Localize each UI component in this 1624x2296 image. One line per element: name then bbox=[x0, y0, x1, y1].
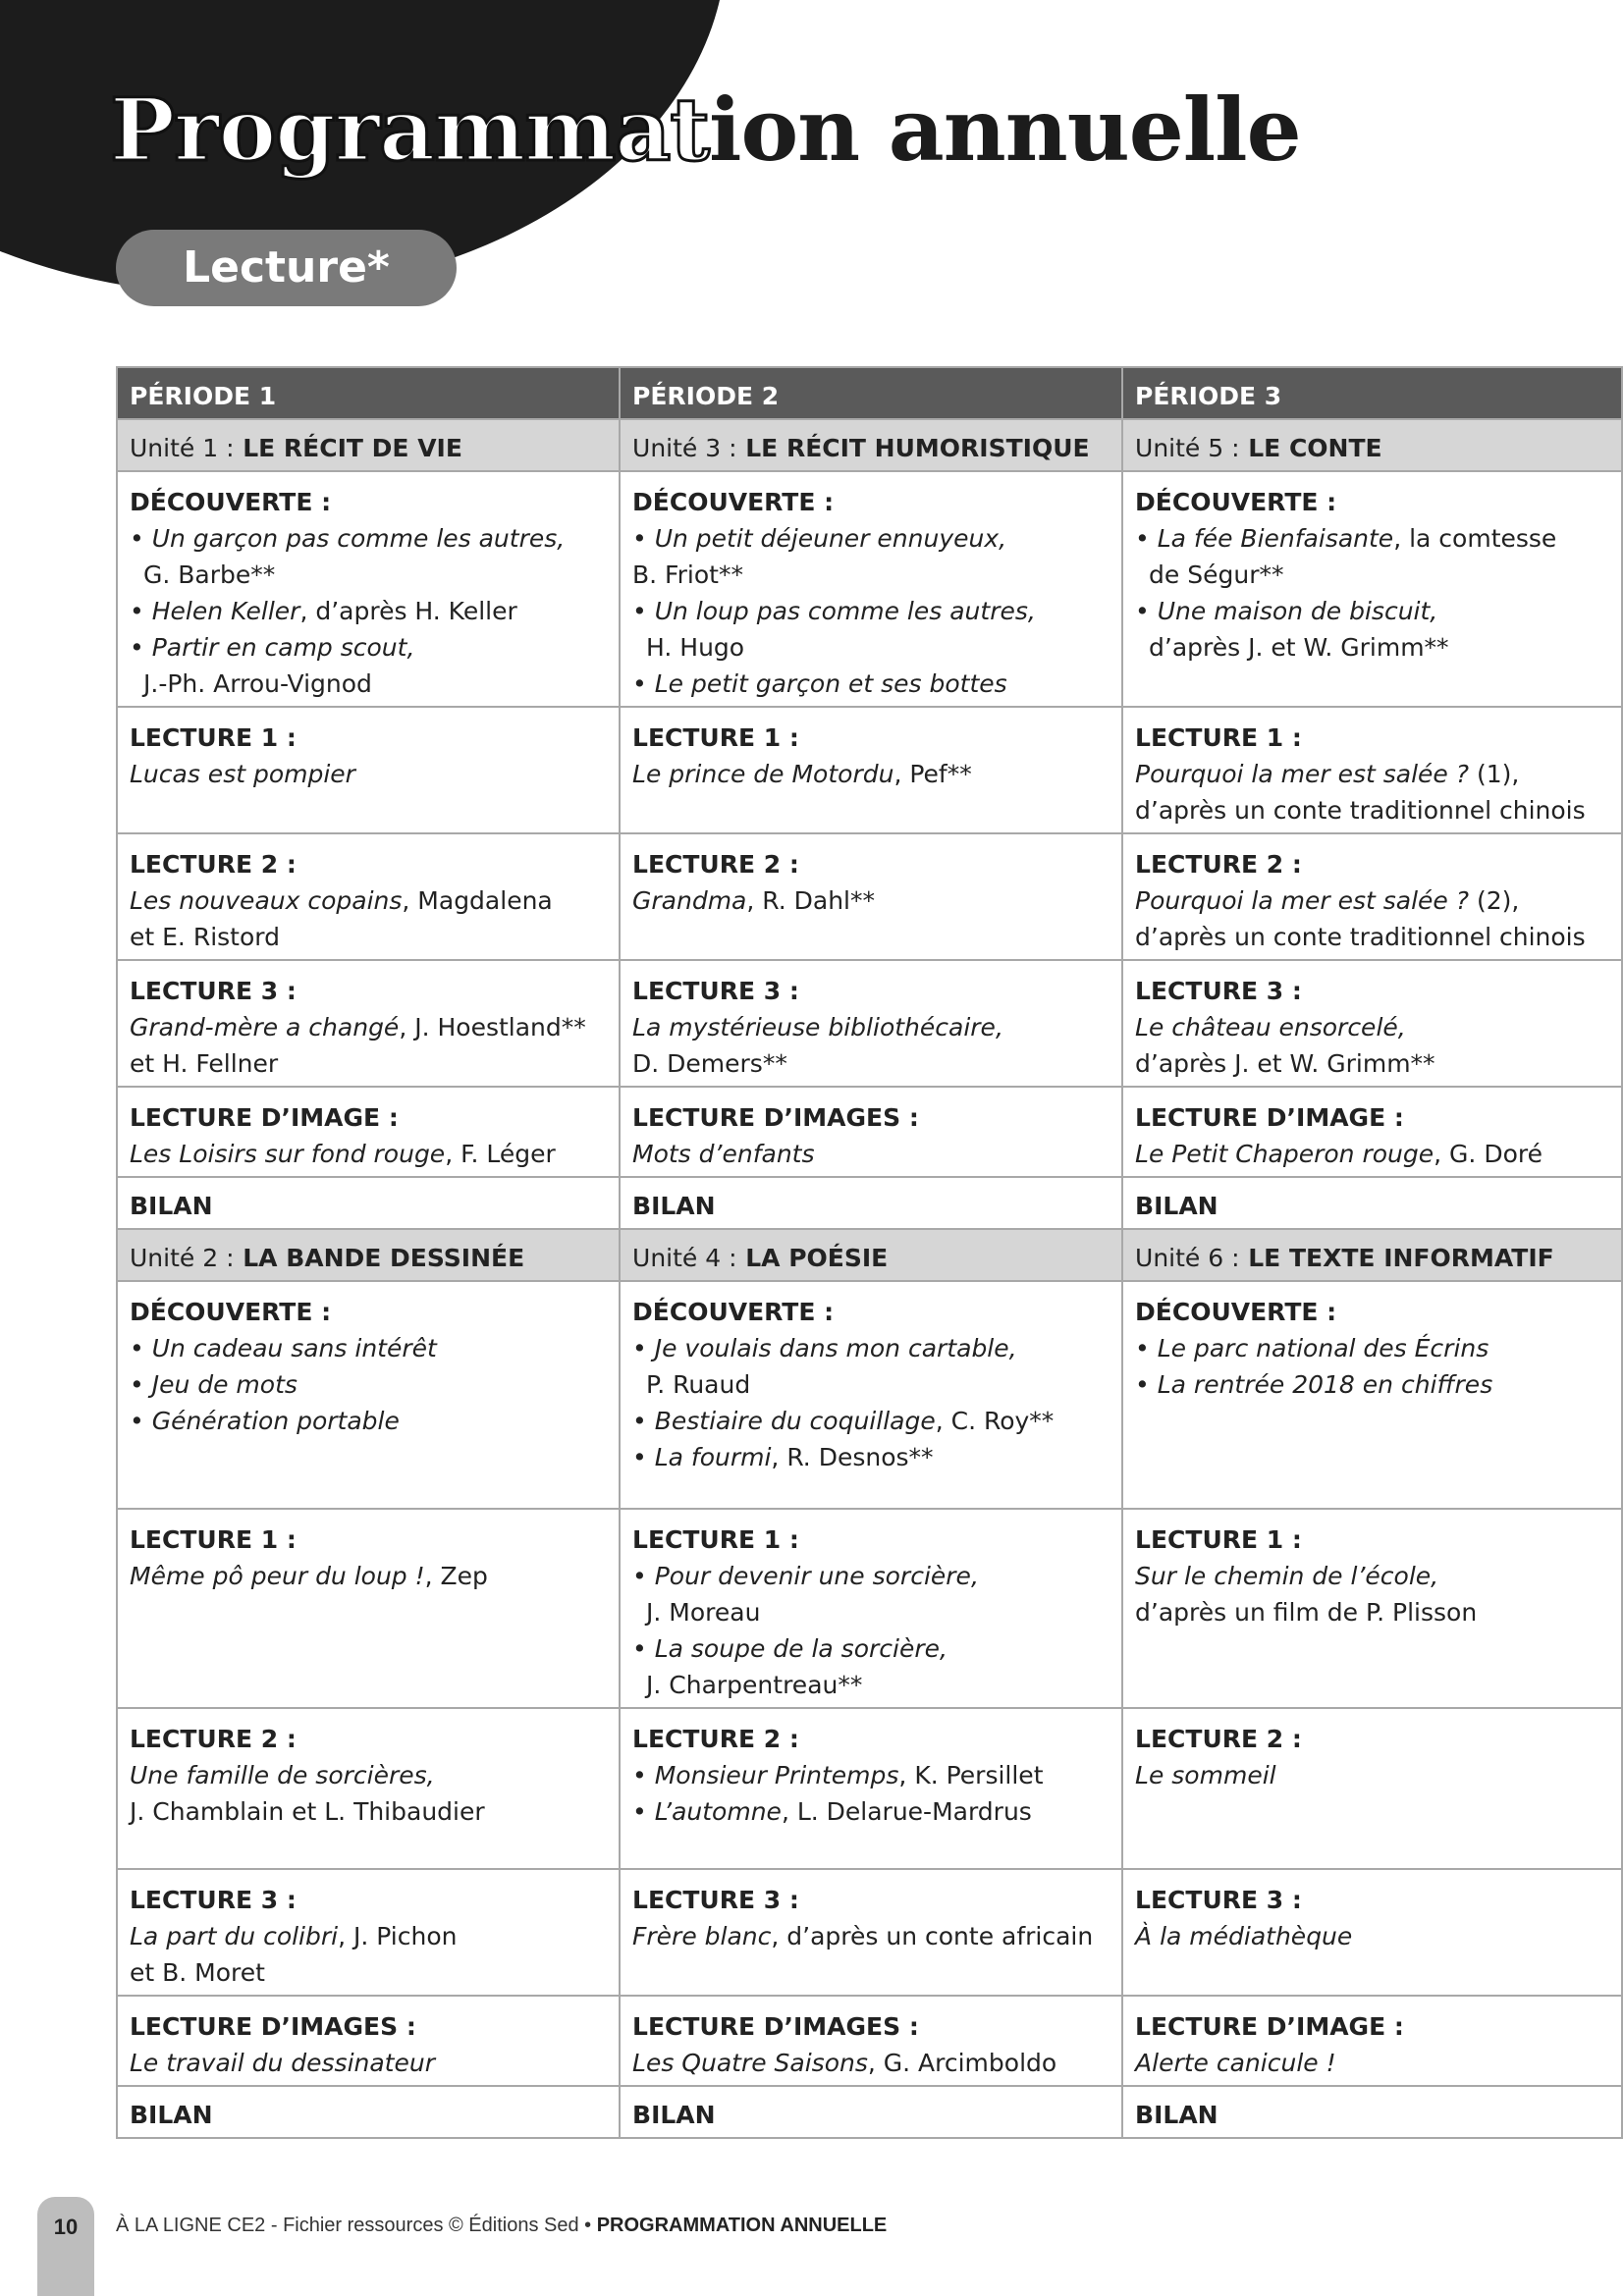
unit-6-header: Unité 6 : LE TEXTE INFORMATIF bbox=[1122, 1229, 1622, 1281]
footer-credits: À LA LIGNE CE2 - Fichier ressources © Éditions Sed • PROGRAMMATION ANNUELLE bbox=[116, 2215, 888, 2236]
unit-3-lecture3: LECTURE 3 : La mystérieuse bibliothécaire, D. Demers** bbox=[620, 960, 1122, 1087]
unit-1-bilan: BILAN bbox=[117, 1177, 620, 1229]
unit-2-decouverte: DÉCOUVERTE : • Un cadeau sans intérêt • Jeu de mots • Génération portable bbox=[117, 1281, 620, 1509]
period-header-row bbox=[117, 367, 1622, 419]
unit-4-lecture2: LECTURE 2 : • Monsieur Printemps, K. Persillet • L’automne, L. Delarue-Mardrus bbox=[620, 1708, 1122, 1869]
unit-row-2 bbox=[117, 1229, 1622, 1281]
lecture3-row-1 bbox=[117, 960, 1622, 1087]
unit-5-decouverte: DÉCOUVERTE : • La fée Bienfaisante, la comtesse de Ségur** • Une maison de biscuit, d’après J. et W. Grimm** bbox=[1122, 471, 1622, 707]
unit-2-lecture-images: LECTURE D’IMAGES : Le travail du dessinateur bbox=[117, 1996, 620, 2086]
unit-3-lecture2: LECTURE 2 : Grandma, R. Dahl** bbox=[620, 833, 1122, 960]
unit-3-bilan: BILAN bbox=[620, 1177, 1122, 1229]
unit-2-bilan: BILAN bbox=[117, 2086, 620, 2138]
unit-5-lecture1: LECTURE 1 : Pourquoi la mer est salée ? (1), d’après un conte traditionnel chinois bbox=[1122, 707, 1622, 833]
unit-1-decouverte: DÉCOUVERTE : • Un garçon pas comme les autres, G. Barbe** • Helen Keller, d’après H. Keller • Partir en camp scout, J.-Ph. Arrou-Vignod bbox=[117, 471, 620, 707]
unit-4-bilan: BILAN bbox=[620, 2086, 1122, 2138]
footer-page-tab bbox=[37, 2197, 94, 2296]
decouverte-row-2 bbox=[117, 1281, 1622, 1509]
lecture1-row-2 bbox=[117, 1509, 1622, 1708]
lecture1-row-1 bbox=[117, 707, 1622, 833]
unit-2-lecture1: LECTURE 1 : Même pô peur du loup !, Zep bbox=[117, 1509, 620, 1708]
unit-5-header: Unité 5 : LE CONTE bbox=[1122, 419, 1622, 471]
unit-1-lecture2: LECTURE 2 : Les nouveaux copains, Magdalena et E. Ristord bbox=[117, 833, 620, 960]
bilan-row-2 bbox=[117, 2086, 1622, 2138]
lecture2-row-1 bbox=[117, 833, 1622, 960]
unit-2-lecture3: LECTURE 3 : La part du colibri, J. Pichon et B. Moret bbox=[117, 1869, 620, 1996]
unit-5-lecture-image: LECTURE D’IMAGE : Le Petit Chaperon rouge, G. Doré bbox=[1122, 1087, 1622, 1177]
unit-5-bilan: BILAN bbox=[1122, 1177, 1622, 1229]
unit-3-header: Unité 3 : LE RÉCIT HUMORISTIQUE bbox=[620, 419, 1122, 471]
unit-1-lecture1: LECTURE 1 : Lucas est pompier bbox=[117, 707, 620, 833]
section-pill-lecture: Lecture* bbox=[116, 230, 457, 306]
unit-2-header: Unité 2 : LA BANDE DESSINÉE bbox=[117, 1229, 620, 1281]
lecture-image-row-2 bbox=[117, 1996, 1622, 2086]
unit-2-lecture2: LECTURE 2 : Une famille de sorcières, J. Chamblain et L. Thibaudier bbox=[117, 1708, 620, 1869]
unit-3-lecture1: LECTURE 1 : Le prince de Motordu, Pef** bbox=[620, 707, 1122, 833]
page-number: 10 bbox=[53, 2215, 79, 2239]
unit-4-lecture1: LECTURE 1 : • Pour devenir une sorcière, J. Moreau • La soupe de la sorcière, J. Charpentreau** bbox=[620, 1509, 1122, 1708]
unit-4-lecture3: LECTURE 3 : Frère blanc, d’après un conte africain bbox=[620, 1869, 1122, 1996]
unit-1-header: Unité 1 : LE RÉCIT DE VIE bbox=[117, 419, 620, 471]
period-2-header: PÉRIODE 2 bbox=[620, 367, 1122, 419]
unit-6-lecture1: LECTURE 1 : Sur le chemin de l’école, d’après un film de P. Plisson bbox=[1122, 1509, 1622, 1708]
lecture2-row-2 bbox=[117, 1708, 1622, 1869]
unit-3-lecture-images: LECTURE D’IMAGES : Mots d’enfants bbox=[620, 1087, 1122, 1177]
period-3-header: PÉRIODE 3 bbox=[1122, 367, 1622, 419]
unit-6-bilan: BILAN bbox=[1122, 2086, 1622, 2138]
programme-table bbox=[116, 366, 1623, 2139]
unit-5-lecture3: LECTURE 3 : Le château ensorcelé, d’après J. et W. Grimm** bbox=[1122, 960, 1622, 1087]
bilan-row-1 bbox=[117, 1177, 1622, 1229]
unit-6-lecture-image: LECTURE D’IMAGE : Alerte canicule ! bbox=[1122, 1996, 1622, 2086]
unit-row-1 bbox=[117, 419, 1622, 471]
lecture-image-row-1 bbox=[117, 1087, 1622, 1177]
unit-4-lecture-images: LECTURE D’IMAGES : Les Quatre Saisons, G. Arcimboldo bbox=[620, 1996, 1122, 2086]
unit-3-decouverte: DÉCOUVERTE : • Un petit déjeuner ennuyeux, B. Friot** • Un loup pas comme les autres, H. Hugo • Le petit garçon et ses bottes bbox=[620, 471, 1122, 707]
decouverte-row-1 bbox=[117, 471, 1622, 707]
unit-4-header: Unité 4 : LA POÉSIE bbox=[620, 1229, 1122, 1281]
unit-6-lecture3: LECTURE 3 : À la médiathèque bbox=[1122, 1869, 1622, 1996]
page-title: Programmation annuelle bbox=[110, 79, 1301, 181]
unit-6-lecture2: LECTURE 2 : Le sommeil bbox=[1122, 1708, 1622, 1869]
unit-1-lecture3: LECTURE 3 : Grand-mère a changé, J. Hoestland** et H. Fellner bbox=[117, 960, 620, 1087]
unit-5-lecture2: LECTURE 2 : Pourquoi la mer est salée ? (2), d’après un conte traditionnel chinois bbox=[1122, 833, 1622, 960]
unit-4-decouverte: DÉCOUVERTE : • Je voulais dans mon cartable, P. Ruaud • Bestiaire du coquillage, C. Roy** • La fourmi, R. Desnos** bbox=[620, 1281, 1122, 1509]
period-1-header: PÉRIODE 1 bbox=[117, 367, 620, 419]
lecture3-row-2 bbox=[117, 1869, 1622, 1996]
unit-1-lecture-image: LECTURE D’IMAGE : Les Loisirs sur fond rouge, F. Léger bbox=[117, 1087, 620, 1177]
unit-6-decouverte: DÉCOUVERTE : • Le parc national des Écrins • La rentrée 2018 en chiffres bbox=[1122, 1281, 1622, 1509]
